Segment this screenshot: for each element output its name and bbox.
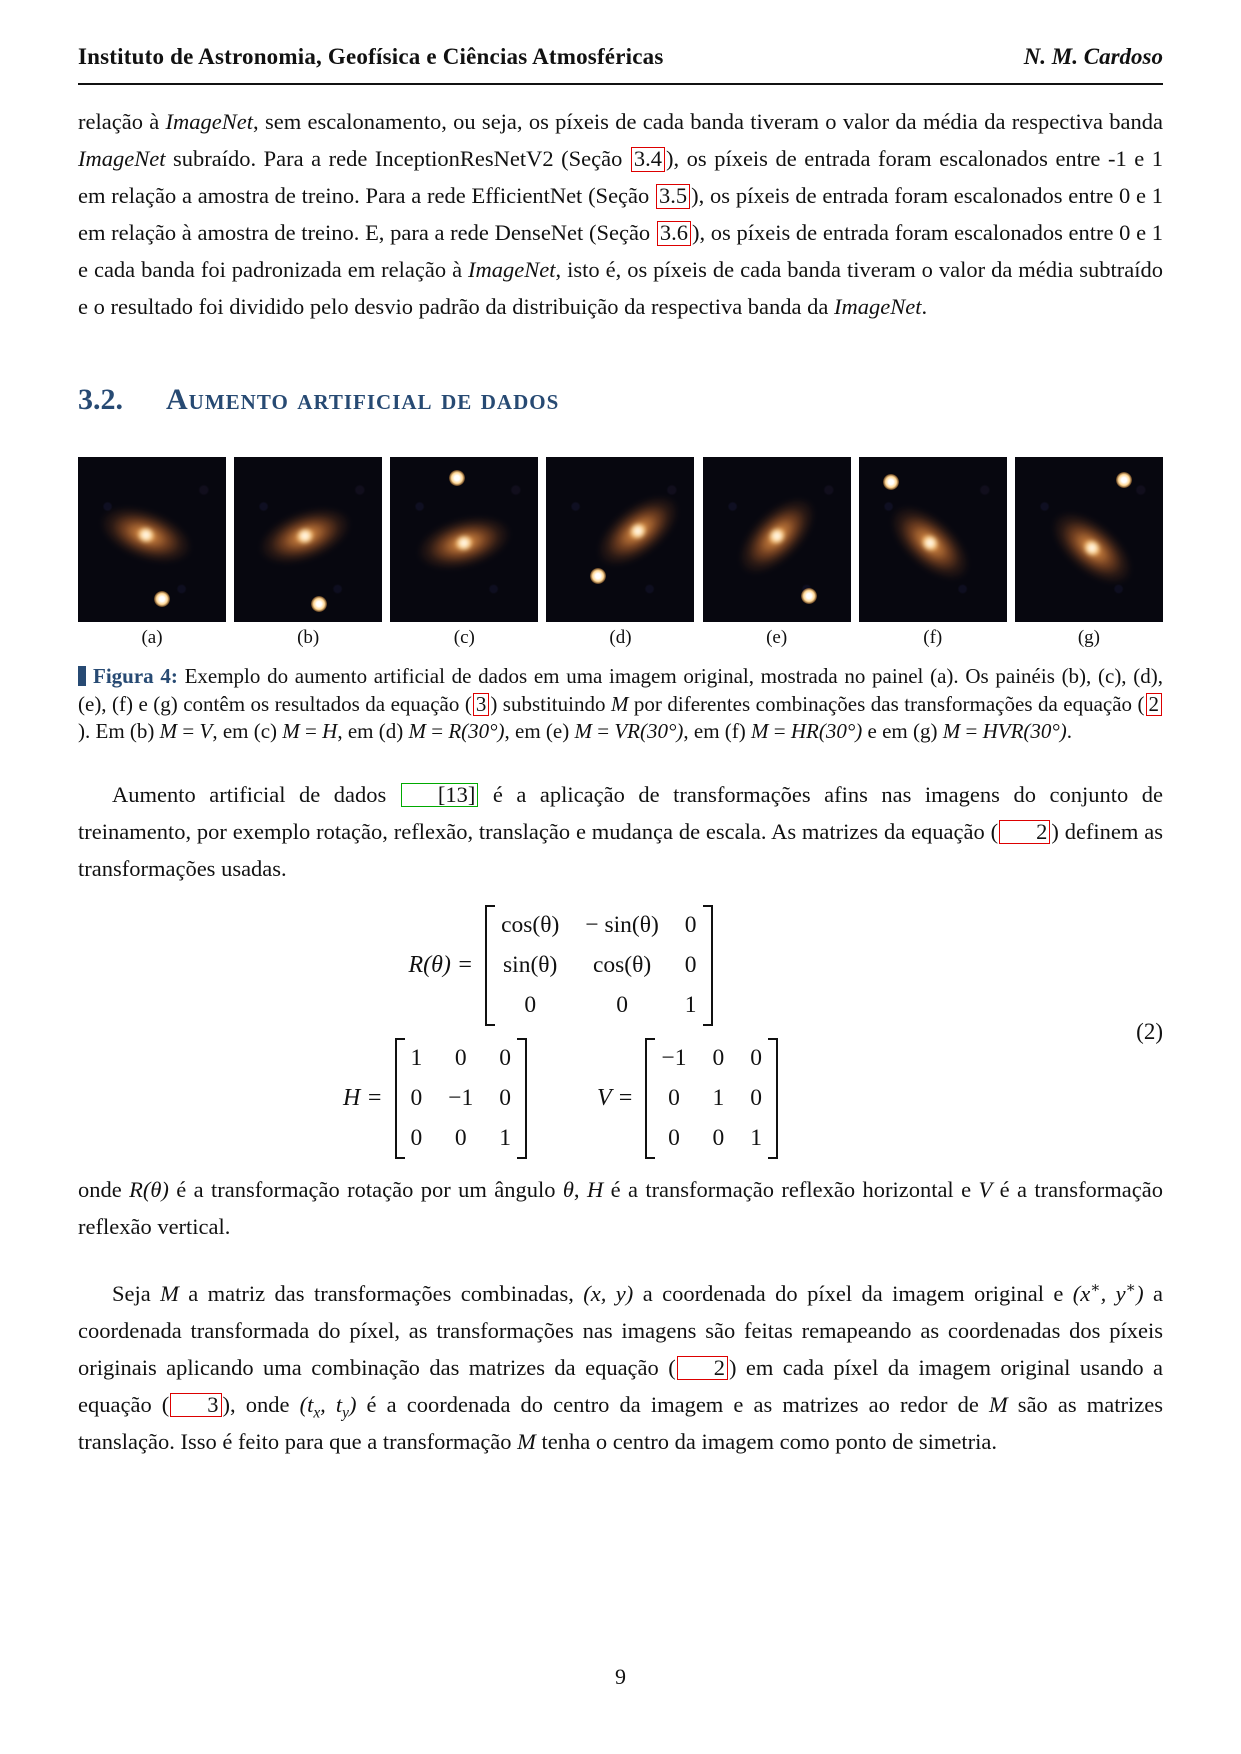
text-segment: , em (d) <box>337 719 409 743</box>
text-segment: é a transformação rotação por um ângulo <box>168 1176 563 1202</box>
reference-link[interactable]: 3.4 <box>631 147 665 172</box>
panel-label: (e) <box>766 627 788 648</box>
matrix-cell: − sin(θ) <box>585 911 659 938</box>
text-segment: ImageNet <box>468 257 556 282</box>
panel-label: (b) <box>297 627 320 648</box>
paragraph-3 <box>78 1171 1163 1245</box>
text-segment: é a coordenada do centro da imagem e as matrizes ao redor de <box>356 1391 989 1417</box>
paragraph-2 <box>78 776 1163 887</box>
matrix-cell: sin(θ) <box>503 951 558 978</box>
text-segment: é a transformação reflexão vertical. <box>78 1176 1164 1239</box>
text-segment: x <box>313 1404 321 1421</box>
galaxy-panel <box>390 457 538 649</box>
reference-link[interactable]: 2 <box>999 820 1050 845</box>
matrix-cell: 1 <box>712 1084 725 1111</box>
reference-link[interactable]: 2 <box>1146 693 1163 716</box>
galaxy-image <box>234 457 382 622</box>
text-segment: , t <box>320 1391 343 1417</box>
star-dot <box>154 591 170 607</box>
galaxy-image <box>546 457 694 622</box>
text-segment: M <box>988 1391 1008 1417</box>
matrix-cell: 1 <box>410 1044 423 1071</box>
text-segment: M <box>282 719 300 743</box>
rotation-matrix <box>485 905 712 1026</box>
text-segment: Aumento artificial de dados <box>112 781 400 807</box>
text-segment: M <box>574 719 592 743</box>
text-segment: e em (g) <box>862 719 943 743</box>
text-segment: ), os píxeis de entrada foram escalonados entre 0 e 1 em relação à amostra de treino. E, para a rede DenseNet (Seção <box>78 183 1163 245</box>
text-segment: por diferentes combinações das transformações da equação ( <box>628 691 1145 716</box>
figure-panels <box>78 457 1163 649</box>
panel-label: (f) <box>923 627 943 648</box>
text-segment: = <box>960 719 983 743</box>
matrix-cell: 0 <box>410 1124 423 1151</box>
text-segment: tenha o centro da imagem como ponto de simetria. <box>535 1428 998 1454</box>
rotation-matrix-lhs: R(θ) = <box>408 951 474 978</box>
galaxy-blob <box>717 476 837 596</box>
text-segment: M <box>408 719 426 743</box>
galaxy-panel <box>78 457 226 649</box>
text-segment: = <box>299 719 323 743</box>
v-matrix <box>645 1038 778 1159</box>
text-segment: Exemplo do aumento artificial de dados em uma imagem original, mostrada no painel (a). Os painéis (b), (c), (d), (e), (f) e (g) contêm os resultados da equação ( <box>78 664 1163 716</box>
text-segment: ). Em (b) <box>78 719 160 743</box>
equation-number: (2) <box>1136 1018 1163 1044</box>
text-segment: , em (e) <box>504 719 575 743</box>
text-segment: (x <box>1072 1280 1091 1306</box>
star-dot <box>590 568 606 584</box>
text-segment: , <box>573 1176 587 1202</box>
matrix-cell: 0 <box>454 1124 467 1151</box>
matrix-cell: 0 <box>616 991 628 1018</box>
panel-label: (a) <box>141 627 163 648</box>
text-segment: ImageNet <box>78 146 166 171</box>
galaxy-panel <box>703 457 851 649</box>
galaxy-image <box>703 457 851 622</box>
matrix-cell: 1 <box>499 1124 512 1151</box>
text-segment: M <box>517 1428 536 1454</box>
text-segment: ) substituindo <box>490 691 611 716</box>
text-segment: HR(30°) <box>790 719 863 743</box>
text-segment: , em (f) <box>683 719 752 743</box>
equation-rows <box>78 905 1043 1159</box>
text-segment: M <box>610 691 629 716</box>
galaxy-image <box>859 457 1007 622</box>
text-segment: VR(30°) <box>614 719 684 743</box>
h-matrix <box>395 1038 528 1159</box>
text-segment: são as matrizes translação. Isso é feito para que a transformação <box>78 1391 1163 1454</box>
text-segment: a matriz das transformações combinadas, <box>178 1280 584 1306</box>
text-segment: ) <box>1136 1280 1144 1306</box>
text-segment: é a transformação reflexão horizontal e <box>603 1176 979 1202</box>
text-segment: M <box>159 719 178 743</box>
text-segment: , y <box>1100 1280 1126 1306</box>
matrix-cell: 0 <box>750 1084 762 1111</box>
text-segment: (x, y) <box>583 1280 634 1306</box>
text-segment: . <box>1066 719 1073 743</box>
text-segment: ), os píxeis de entrada foram escalonados entre 0 e 1 e cada banda foi padronizada em relação à <box>78 220 1163 282</box>
text-segment: ), os píxeis de entrada foram escalonados entre -1 e 1 em relação a amostra de treino. Para a rede EfficientNet (Seção <box>78 146 1163 208</box>
star-dot <box>311 596 327 612</box>
matrix-cell: 0 <box>750 1044 762 1071</box>
reference-link[interactable]: 3 <box>473 693 490 716</box>
paragraph-1 <box>78 103 1163 325</box>
caption-text <box>78 664 1163 743</box>
text-segment: a coordenada transformada do píxel, as transformações nas imagens são feitas remapeando as coordenadas dos píxeis originais aplicando uma combinação das matrizes da equação ( <box>78 1280 1163 1380</box>
figure-caption <box>78 663 1163 746</box>
reference-link[interactable]: 2 <box>677 1356 728 1381</box>
text-segment: M <box>942 719 961 743</box>
matrix-cell: 0 <box>668 1124 680 1151</box>
matrix-cell: 0 <box>668 1084 680 1111</box>
galaxy-blob <box>403 500 526 585</box>
header-author: N. M. Cardoso <box>1023 44 1163 69</box>
text-segment: ∗ <box>1090 1279 1101 1296</box>
galaxy-image <box>1015 457 1163 622</box>
galaxy-panel <box>1015 457 1163 649</box>
text-segment: H <box>586 1176 604 1202</box>
paragraph-4 <box>78 1275 1163 1460</box>
citation-link[interactable]: [13] <box>401 783 479 808</box>
matrix-cell: 0 <box>410 1084 423 1111</box>
page-number: 9 <box>615 1664 626 1689</box>
matrix-cell: 0 <box>684 951 697 978</box>
text-segment: V <box>978 1176 993 1202</box>
reference-link[interactable]: 3.5 <box>656 184 690 209</box>
text-segment: ImageNet <box>165 109 254 134</box>
matrix-cell: −1 <box>448 1084 474 1111</box>
text-segment: , isto é, os píxeis de cada banda tiveram o valor da média subtraído e o resultado foi dividido pelo desvio padrão da distribuição da respectiva banda da <box>78 257 1163 319</box>
matrix-cell: 0 <box>712 1044 725 1071</box>
matrix-cell: cos(θ) <box>592 951 652 978</box>
text-segment: θ <box>562 1176 574 1202</box>
matrix-cell: 0 <box>454 1044 467 1071</box>
reference-link[interactable]: 3.6 <box>657 221 691 246</box>
header-institute: Instituto de Astronomia, Geofísica e Ciências Atmosféricas <box>78 44 664 69</box>
section-title: Aumento artificial de dados <box>166 383 560 416</box>
section-number: 3.2. <box>78 383 123 416</box>
text-segment: M <box>160 1280 179 1306</box>
matrix-cell: 0 <box>524 991 537 1018</box>
galaxy-panel <box>234 457 382 649</box>
matrix-cell: 0 <box>499 1044 512 1071</box>
text-segment: a coordenada do píxel da imagem original e <box>633 1280 1073 1306</box>
matrix-cell: cos(θ) <box>501 911 560 938</box>
star-dot <box>1116 472 1132 488</box>
star-dot <box>883 474 899 490</box>
text-segment: H <box>322 719 338 743</box>
text-segment: V <box>199 719 213 743</box>
text-segment: , sem escalonamento, ou seja, os píxeis de cada banda tiveram o valor da média da respectiva banda <box>253 109 1163 134</box>
text-segment: HVR(30°) <box>982 719 1067 743</box>
text-segment: ∗ <box>1125 1279 1137 1296</box>
text-segment: = <box>425 719 449 743</box>
text-segment: ImageNet <box>834 294 922 319</box>
text-segment: ) em cada píxel da imagem original usando a equação ( <box>78 1354 1163 1417</box>
text-segment: M <box>751 719 769 743</box>
text-segment: relação à <box>78 109 166 134</box>
text-segment: , em (c) <box>212 719 283 743</box>
text-segment: onde <box>78 1176 130 1202</box>
text-segment: = <box>592 719 615 743</box>
equation-2-block <box>78 905 1163 1159</box>
galaxy-panel <box>546 457 694 649</box>
galaxy-panel <box>859 457 1007 649</box>
galaxy-blob <box>243 490 368 583</box>
galaxy-image <box>390 457 538 622</box>
text-segment: ) definem as transformações usadas. <box>78 818 1163 881</box>
rotation-matrix-row <box>78 905 1043 1026</box>
text-segment: (t <box>299 1391 314 1417</box>
matrix-cell: 0 <box>499 1084 512 1111</box>
caption-marker <box>78 666 86 686</box>
text-segment: = <box>768 719 791 743</box>
page-header <box>78 44 1163 85</box>
matrix-cell: 0 <box>684 911 697 938</box>
v-matrix-lhs: V = <box>597 1084 634 1111</box>
galaxy-blob <box>869 484 991 602</box>
text-segment: ) <box>348 1391 357 1417</box>
galaxy-blob <box>84 488 209 581</box>
matrix-cell: 1 <box>750 1124 762 1151</box>
text-segment: = <box>177 719 200 743</box>
reflection-matrices-row <box>78 1038 1043 1159</box>
caption-label: Figura 4: <box>93 664 178 688</box>
galaxy-blob <box>1030 490 1153 606</box>
text-segment: é a aplicação de transformações afins nas imagens do conjunto de treinamento, por exemplo rotação, reflexão, translação e mudança de escala. As matrizes da equação ( <box>78 781 1163 844</box>
text-segment: R(θ) <box>129 1176 169 1202</box>
text-segment: . <box>921 294 928 319</box>
galaxy-image <box>78 457 226 622</box>
star-dot <box>801 588 817 604</box>
star-dot <box>449 470 465 486</box>
matrix-cell: 0 <box>712 1124 725 1151</box>
matrix-cell: 1 <box>684 991 697 1018</box>
text-segment: y <box>342 1404 349 1421</box>
h-matrix-lhs: H = <box>343 1084 383 1111</box>
matrix-cell: −1 <box>661 1044 687 1071</box>
text-segment: subraído. Para a rede InceptionResNetV2 (Seção <box>165 146 630 171</box>
panel-label: (c) <box>453 627 475 648</box>
text-segment: Seja <box>112 1280 161 1306</box>
reference-link[interactable]: 3 <box>170 1393 221 1418</box>
text-segment: ), onde <box>222 1391 300 1417</box>
panel-label: (g) <box>1077 627 1101 648</box>
text-segment: R(30°) <box>448 719 505 743</box>
section-heading <box>78 383 1163 417</box>
panel-label: (d) <box>609 627 632 648</box>
